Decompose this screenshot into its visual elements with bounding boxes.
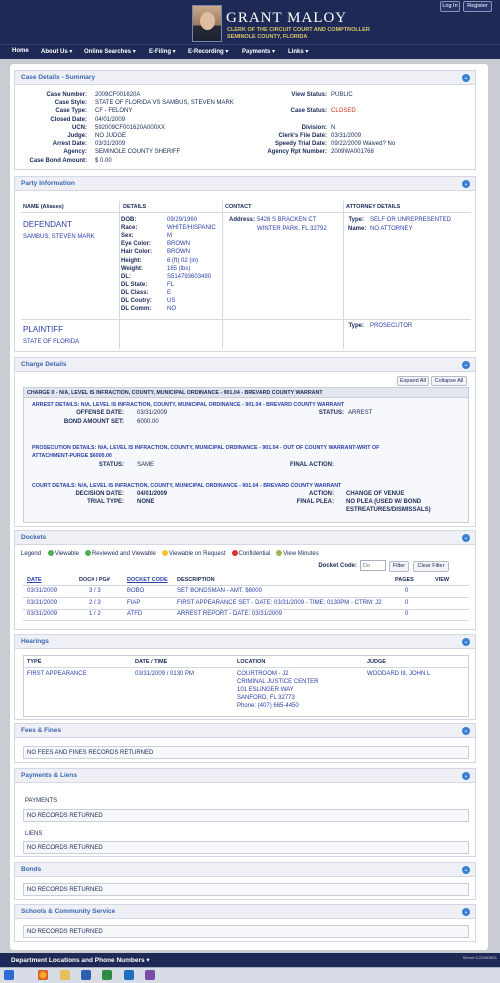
- attorney-name: NO ATTORNEY: [370, 226, 413, 232]
- offense-date: 03/31/2009: [137, 410, 168, 416]
- defendant-detail-label: DL Comm:: [121, 306, 152, 313]
- defendant-detail-value: 6 (ft) 02 (in): [167, 257, 199, 264]
- legend-item: [85, 551, 156, 557]
- defendant-detail-value: S514793603490: [167, 273, 212, 280]
- address-line1: 5428 S BRACKEN CT: [257, 217, 317, 223]
- court-details: COURT DETAILS: N/A, LEVEL IS INFRACTION, COUNTY, MUNICIPAL ORDINANCE - 901.04 - BREVARD COUNTY WARRANT: [32, 483, 342, 489]
- defendant-detail-label: Sex:: [121, 233, 134, 240]
- defendant-detail-value: FL: [167, 281, 175, 288]
- hearing-location-line: SANFORD, FL 32773: [237, 695, 295, 701]
- prosecution-status: SAME: [137, 462, 155, 468]
- hearing-location-line: Phone: (407) 665-4450: [237, 703, 299, 709]
- summary-field-label: Case Number:: [46, 92, 87, 98]
- legend-item: [276, 551, 319, 557]
- collapse-chevron-icon[interactable]: ⌄: [463, 909, 469, 915]
- login-button[interactable]: Log In: [440, 1, 460, 12]
- hearing-location-line: CRIMINAL JUSTICE CENTER: [237, 679, 319, 685]
- docket-date: 03/31/2009: [27, 588, 58, 594]
- summary-field-label: Division:: [301, 124, 327, 131]
- outlook-icon[interactable]: [124, 970, 134, 980]
- defendant-detail-label: Race:: [121, 225, 138, 232]
- summary-field-label: Closed Date:: [50, 116, 87, 123]
- hearing-judge: WOODARD III, JOHN L: [367, 671, 431, 677]
- defendant-detail-value: WHITE/HISPANIC: [167, 225, 216, 232]
- final-plea-line2: ESTREATURES/DISMISSALS): [346, 507, 431, 513]
- nav-online-searches[interactable]: Online Searches ▾: [84, 49, 136, 55]
- summary-field-value: STATE OF FLORIDA VS SAMBUS, STEVEN MARK: [95, 100, 234, 107]
- fees-empty-message: NO FEES AND FINES RECORDS RETURNED: [27, 750, 154, 756]
- payments-empty-message: NO RECORDS RETURNED: [27, 813, 103, 819]
- hearings-panel: [14, 634, 476, 720]
- defendant-detail-value: 165 (lbs): [167, 265, 191, 272]
- action-label: ACTION:: [309, 491, 334, 497]
- summary-field-value: SEMINOLE COUNTY SHERIFF: [95, 149, 181, 156]
- summary-field-label: Agency Rpt Number:: [267, 149, 327, 156]
- docket-legend: [21, 550, 325, 557]
- charge-card: [23, 387, 469, 523]
- collapse-chevron-icon[interactable]: ⌄: [463, 75, 469, 81]
- legend-item-label: View Minutes: [283, 550, 319, 557]
- legend-status-icon: [232, 550, 238, 556]
- charge-details-header[interactable]: [15, 358, 475, 372]
- nav-about-us[interactable]: About Us ▾: [41, 49, 73, 55]
- payments-liens-title: Payments & Liens: [21, 772, 77, 779]
- docket-doc-page: 2 / 3: [89, 599, 101, 606]
- final-plea-line1: NO PLEA (USED W/ BOND: [346, 499, 422, 505]
- defendant-detail-label: Eye Color:: [121, 241, 152, 248]
- bonds-header[interactable]: [15, 863, 475, 877]
- folder-icon[interactable]: [60, 970, 70, 980]
- defendant-name: SAMBUS, STEVEN MARK: [23, 234, 95, 240]
- summary-field-value: 04/01/2009: [95, 116, 126, 123]
- clear-filter-button[interactable]: Clear Filter: [413, 561, 449, 572]
- nav-e-filing[interactable]: E-Filing ▾: [149, 49, 176, 55]
- nav-e-recording[interactable]: E-Recording ▾: [188, 49, 229, 55]
- charge-details-title: Charge Details: [21, 361, 67, 368]
- defendant-detail-label: DL Coutry:: [121, 298, 152, 304]
- fees-fines-title: Fees & Fines: [21, 727, 62, 734]
- case-summary-title: Case Details - Summary: [21, 74, 96, 81]
- collapse-chevron-icon[interactable]: ⌄: [463, 867, 469, 873]
- summary-field-label: UCN:: [72, 124, 87, 131]
- defendant-detail-label: Height:: [121, 257, 142, 264]
- col-header-name: NAME (Aliases): [23, 204, 64, 210]
- summary-field-value: 592009CF001620A000XX: [95, 124, 166, 131]
- collapse-all-button[interactable]: Collapse All: [431, 376, 467, 386]
- clerk-name: GRANT MALOY: [226, 10, 348, 26]
- defendant-role: DEFENDANT: [23, 220, 72, 229]
- windows-taskbar: [0, 967, 500, 983]
- docket-description: SET BONDSMAN - AMT. $6000: [177, 588, 262, 594]
- nav-links[interactable]: Links ▾: [288, 49, 309, 55]
- summary-field-label: Case Status:: [290, 108, 327, 115]
- party-information-panel: [14, 176, 476, 352]
- collapse-chevron-icon[interactable]: ⌄: [463, 773, 469, 779]
- defendant-detail-label: DL State:: [121, 281, 148, 288]
- payments-liens-panel: [14, 768, 476, 857]
- docket-description: ARREST REPORT - DATE: 03/31/2009: [177, 611, 282, 617]
- schools-empty-message: NO RECORDS RETURNED: [27, 929, 103, 935]
- clerk-portrait-image: [192, 5, 222, 42]
- defendant-detail-label: Weight:: [121, 265, 143, 272]
- party-information-title: Party Information: [21, 180, 75, 187]
- col-header-contact: CONTACT: [225, 204, 252, 210]
- defendant-detail-value: 09/29/1960: [167, 217, 198, 223]
- legend-item-label: Reviewed and Viewable: [91, 550, 156, 557]
- legend-item: [48, 551, 79, 557]
- docket-code-input[interactable]: [360, 560, 386, 571]
- plaintiff-role: PLAINTIFF: [23, 325, 64, 334]
- address-line2: WINTER PARK, FL 32792: [257, 226, 327, 232]
- summary-field-value: 09/22/2009 Waived? No: [331, 141, 396, 148]
- site-footer: [0, 953, 500, 967]
- payments-label: PAYMENTS: [25, 798, 58, 804]
- bonds-empty-message: NO RECORDS RETURNED: [27, 887, 103, 893]
- windows-start-icon[interactable]: [4, 970, 14, 980]
- plaintiff-type: PROSECUTOR: [370, 323, 413, 329]
- fees-fines-panel: [14, 723, 476, 763]
- docket-description: FIRST APPEARANCE SET - DATE: 03/31/2009 - TIME: 0130PM - CTRM: J2: [177, 599, 382, 606]
- summary-field-label: Arrest Date:: [52, 141, 87, 148]
- site-header: [0, 0, 500, 44]
- prosecution-details-line2: ATTACHMENT-PURGE $6000.00: [32, 453, 112, 459]
- hearing-type: FIRST APPEARANCE: [27, 671, 87, 677]
- dockets-header[interactable]: [15, 531, 475, 545]
- docket-pages: 0: [405, 611, 409, 617]
- col-header-attorney: ATTORNEY DETAILS: [346, 204, 401, 210]
- dockets-title: Dockets: [21, 534, 47, 541]
- legend-item: [232, 551, 271, 557]
- legend-item-label: Confidential: [238, 550, 271, 557]
- prosecution-status-label: STATUS:: [98, 462, 124, 468]
- arrest-status-label: STATUS:: [318, 410, 344, 416]
- summary-field-value: $ 0.00: [95, 157, 112, 164]
- summary-field-value: CLOSED: [331, 108, 356, 115]
- nav-payments[interactable]: Payments ▾: [242, 49, 276, 55]
- attorney-name-label: Name:: [348, 226, 367, 232]
- defendant-detail-value: M: [167, 233, 172, 240]
- defendant-detail-value: NO: [167, 306, 176, 313]
- plaintiff-name: STATE OF FLORIDA: [23, 339, 80, 345]
- legend-status-icon: [162, 550, 168, 556]
- hearing-datetime: 03/31/2009 / 0130 PM: [135, 671, 195, 677]
- defendant-detail-label: DOB:: [121, 217, 137, 223]
- docket-doc-page: 1 / 2: [89, 611, 101, 617]
- bond-amount-label: BOND AMOUNT SET:: [63, 419, 124, 425]
- liens-label: LIENS: [25, 831, 43, 837]
- summary-field-value: CF - FELONY: [95, 108, 133, 115]
- schools-community-title: Schools & Community Service: [21, 908, 116, 915]
- docket-date: 03/31/2009: [27, 611, 58, 617]
- clerk-title: CLERK OF THE CIRCUIT COURT AND COMPTROLLER SEMINOLE COUNTY, FLORIDA: [227, 27, 370, 40]
- legend-label: Legend: [21, 550, 42, 557]
- register-button[interactable]: Register: [463, 1, 492, 12]
- prosecution-details-line1: PROSECUTION DETAILS: N/A, LEVEL IS INFRACTION, COUNTY, MUNICIPAL ORDINANCE - 901.04 - OUT OF COUNTY WARRANT-WRIT OF: [32, 445, 380, 451]
- hearing-location-line: COURTROOM - J2: [237, 671, 289, 677]
- attorney-type: SELF OR UNREPRESENTED: [370, 217, 452, 223]
- schools-community-panel: [14, 904, 476, 942]
- excel-icon[interactable]: [102, 970, 112, 980]
- legend-item-label: Viewable: [54, 550, 79, 557]
- filter-button[interactable]: Filter: [389, 561, 409, 572]
- bonds-panel: [14, 862, 476, 900]
- final-plea-label: FINAL PLEA:: [296, 499, 334, 505]
- docket-pages: 0: [405, 588, 409, 594]
- docket-code: BOBO: [127, 588, 145, 594]
- col-header-datetime: DATE / TIME: [135, 659, 168, 665]
- case-summary-header[interactable]: [15, 71, 475, 85]
- hearing-location-line: 101 ESLINGER WAY: [237, 687, 294, 693]
- expand-all-button[interactable]: Expand All: [397, 376, 429, 386]
- arrest-details: ARREST DETAILS: N/A, LEVEL IS INFRACTION, COUNTY, MUNICIPAL ORDINANCE - 901.04 - BREVARD COUNTY WARRANT: [32, 402, 345, 408]
- address-label: Address:: [228, 217, 255, 223]
- col-header-doc: DOC# / PG#: [79, 577, 110, 583]
- sort-date-link[interactable]: DATE: [27, 577, 42, 583]
- charge-title[interactable]: CHARGE 0 - N/A, LEVEL IS INFRACTION, COUNTY, MUNICIPAL ORDINANCE - 901.04 - BREVARD COUNTY WARRANT: [27, 390, 323, 396]
- nav-home[interactable]: Home: [12, 48, 29, 54]
- summary-field-value: NO JUDGE: [95, 133, 127, 139]
- defendant-detail-label: DL:: [121, 273, 131, 280]
- hearings-header[interactable]: [15, 635, 475, 649]
- party-information-header[interactable]: [15, 177, 475, 191]
- defendant-detail-value: US: [167, 298, 176, 304]
- summary-field-value: PUBLIC: [331, 92, 353, 98]
- col-header-view: VIEW: [435, 577, 450, 583]
- defendant-detail-label: DL Class:: [121, 289, 149, 296]
- case-summary-panel: [14, 70, 476, 170]
- defendant-detail-label: Hair Color:: [121, 249, 153, 256]
- decision-date: 04/01/2009: [137, 491, 168, 497]
- defendant-detail-value: BROWN: [167, 241, 190, 248]
- row-divider: [23, 597, 469, 598]
- summary-field-value: 2009CF001620A: [95, 92, 141, 98]
- summary-field-label: Case Bond Amount:: [29, 157, 87, 164]
- docket-pages: 0: [405, 599, 409, 606]
- dockets-panel: [14, 530, 476, 630]
- legend-status-icon: [48, 550, 54, 556]
- plaintiff-type-label: Type:: [348, 323, 364, 329]
- row-divider: [23, 620, 469, 621]
- summary-field-value: N: [331, 124, 336, 131]
- defendant-detail-value: E: [167, 289, 172, 296]
- schools-community-header[interactable]: [15, 905, 475, 919]
- charge-details-panel: [14, 357, 476, 527]
- summary-field-label: Speedy Trial Date:: [274, 141, 327, 148]
- col-header-description: DESCRIPTION: [177, 577, 215, 583]
- collapse-chevron-icon[interactable]: ⌄: [463, 639, 469, 645]
- docket-code-label: Docket Code:: [318, 563, 357, 569]
- collapse-chevron-icon[interactable]: ⌄: [463, 535, 469, 541]
- bond-amount: 6000.00: [137, 419, 159, 425]
- col-header-type: TYPE: [27, 659, 42, 665]
- docket-code: FIAP: [127, 599, 141, 606]
- server-label: Server:CJCWEB01: [462, 955, 497, 960]
- summary-field-label: Judge:: [67, 133, 87, 139]
- col-header-pages: PAGES: [395, 577, 414, 583]
- col-header-location: LOCATION: [237, 659, 266, 665]
- arrest-status: ARREST: [348, 410, 373, 416]
- final-action-label: FINAL ACTION:: [290, 462, 334, 468]
- summary-field-value: 2009WA001768: [331, 149, 374, 156]
- firefox-icon[interactable]: [38, 970, 48, 980]
- summary-field-value: 03/31/2009: [331, 133, 362, 139]
- action: CHANGE OF VENUE: [346, 491, 405, 497]
- fees-fines-header[interactable]: [15, 724, 475, 738]
- legend-status-icon: [276, 550, 282, 556]
- col-header-details: DETAILS: [123, 204, 147, 210]
- collapse-chevron-icon[interactable]: ⌄: [463, 728, 469, 734]
- app-icon[interactable]: [145, 970, 155, 980]
- legend-item-label: Viewable on Request: [168, 550, 226, 557]
- legend-item: [162, 551, 226, 557]
- docket-code: ATFD: [127, 611, 143, 617]
- sort-docket-code-link[interactable]: DOCKET CODE: [127, 577, 168, 583]
- collapse-chevron-icon[interactable]: ⌄: [463, 181, 469, 187]
- summary-field-label: Case Type:: [55, 108, 87, 115]
- legend-status-icon: [85, 550, 91, 556]
- word-icon[interactable]: [81, 970, 91, 980]
- summary-field-label: Clerk's File Date:: [278, 133, 327, 139]
- trial-type: NONE: [137, 499, 155, 505]
- docket-date: 03/31/2009: [27, 599, 58, 606]
- main-nav: [0, 44, 500, 59]
- liens-empty-message: NO RECORDS RETURNED: [27, 845, 103, 851]
- department-locations-link[interactable]: Department Locations and Phone Numbers ▾: [11, 957, 150, 964]
- decision-date-label: DECISION DATE:: [75, 491, 124, 497]
- summary-field-value: 03/31/2009: [95, 141, 126, 148]
- summary-field-label: Case Style:: [54, 100, 87, 107]
- collapse-chevron-icon[interactable]: ⌄: [463, 362, 469, 368]
- trial-type-label: TRIAL TYPE:: [87, 499, 124, 505]
- bonds-title: Bonds: [21, 866, 42, 873]
- offense-date-label: OFFENSE DATE:: [76, 410, 124, 416]
- summary-field-label: Agency:: [63, 149, 87, 156]
- col-header-judge: JUDGE: [367, 659, 386, 665]
- defendant-detail-value: BROWN: [167, 249, 190, 256]
- summary-field-label: View Status:: [291, 92, 327, 98]
- attorney-type-label: Type:: [348, 217, 364, 223]
- payments-liens-header[interactable]: [15, 769, 475, 783]
- docket-doc-page: 3 / 3: [89, 588, 101, 594]
- row-divider: [23, 609, 469, 610]
- hearings-title: Hearings: [21, 638, 49, 645]
